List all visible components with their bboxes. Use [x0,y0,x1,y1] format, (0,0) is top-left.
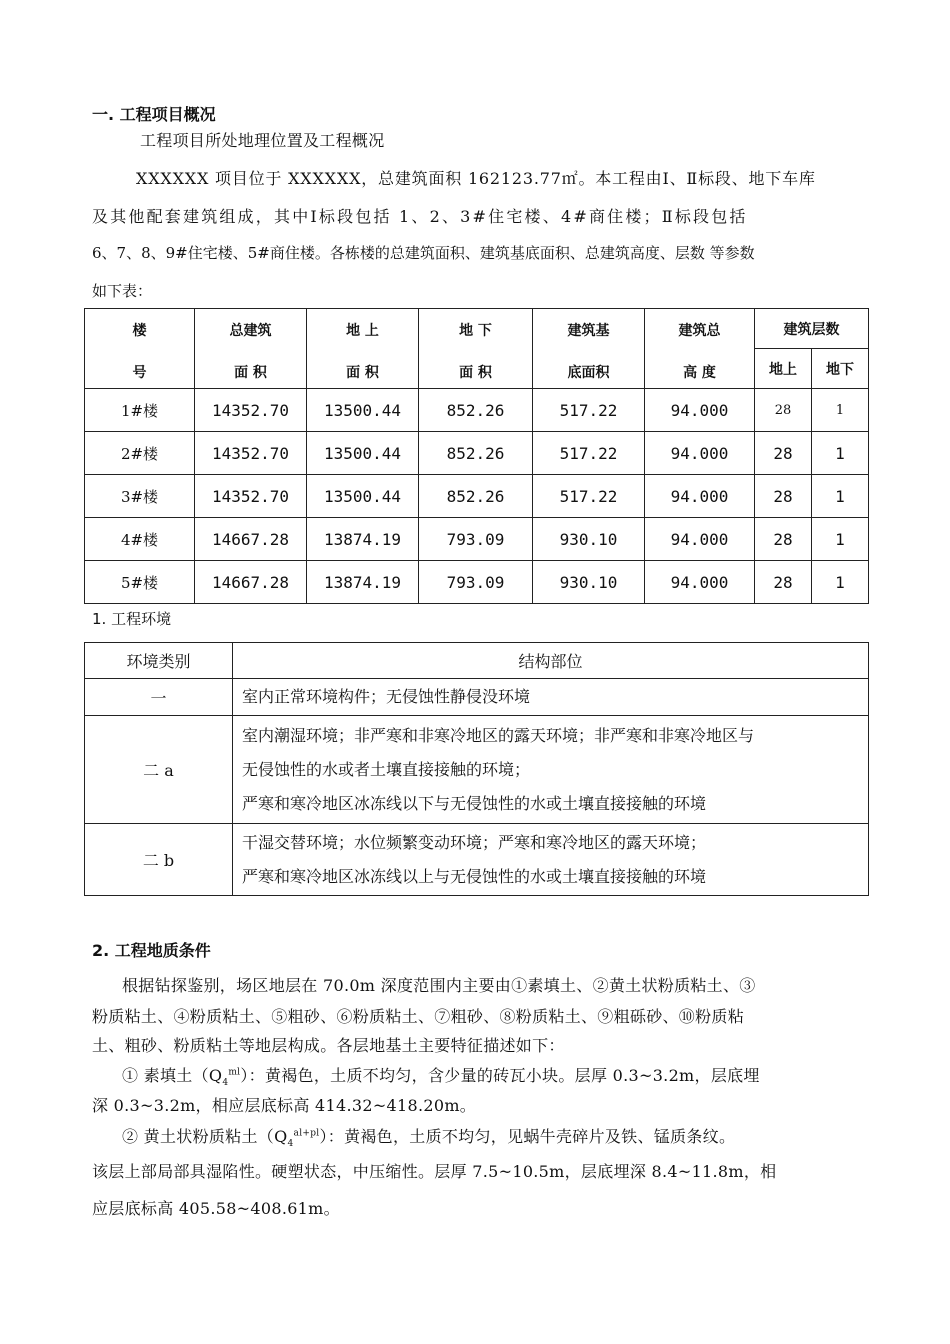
intro-line-3: 6、7、8、9#住宅楼、5#商住楼。各栋楼的总建筑面积、建筑基底面积、总建筑高度、层数 等参数 [92,244,755,262]
cell-building: 4#楼 [85,518,195,561]
table-row [85,475,869,518]
table-row [85,389,869,432]
header-below-area: 地 下 面 积 [419,309,533,389]
cell-above: 13500.44 [307,389,419,432]
table-row [85,432,869,475]
layer2-line-2: 该层上部局部具湿陷性。硬塑状态，中压缩性。层厚 7.5~10.5m，层底埋深 8.4~11.8m，相 [92,1162,777,1181]
header-floors: 建筑层数 [755,309,869,349]
section-heading-geology: 2. 工程地质条件 [92,941,211,960]
cell-description: 干湿交替环境；水位频繁变动环境；严寒和寒冷地区的露天环境； 严寒和寒冷地区冰冻线以上与无侵蚀性的水或土壤直接接触的环境 [233,824,869,896]
header-total-area: 总建筑 面 积 [195,309,307,389]
cell-height: 94.000 [645,389,755,432]
cell-category: 二 a [85,716,233,824]
cell-total: 14352.70 [195,475,307,518]
cell-above: 13500.44 [307,475,419,518]
cell-below: 852.26 [419,475,533,518]
cell-base: 517.22 [533,475,645,518]
section-heading-overview: 一. 工程项目概况 [92,105,216,124]
header-env-category: 环境类别 [85,643,233,679]
cell-above: 13874.19 [307,518,419,561]
environment-table [84,642,869,896]
cell-building: 2#楼 [85,432,195,475]
cell-floors-below: 1 [812,475,869,518]
cell-above: 13874.19 [307,561,419,604]
intro-line-2: 及其他配套建筑组成，其中Ⅰ标段包括 1、2、3#住宅楼、4#商住楼；Ⅱ标段包括 [92,207,748,226]
cell-total: 14667.28 [195,518,307,561]
header-building-no: 楼 号 [85,309,195,389]
cell-building: 1#楼 [85,389,195,432]
header-above-area: 地 上 面 积 [307,309,419,389]
intro-line-1: XXXXXX 项目位于 XXXXXX，总建筑面积 162123.77㎡。本工程由Ⅰ、Ⅱ标段、地下车库 [136,169,816,188]
cell-height: 94.000 [645,561,755,604]
cell-below: 793.09 [419,561,533,604]
cell-base: 517.22 [533,389,645,432]
cell-below: 852.26 [419,389,533,432]
cell-floors-below: 1 [812,432,869,475]
geo-line-1: 根据钻探鉴别，场区地层在 70.0m 深度范围内主要由①素填土、②黄土状粉质粘土、③ [122,976,756,995]
cell-description: 室内正常环境构件；无侵蚀性静侵没环境 [233,679,869,716]
cell-floors-above: 28 [755,432,812,475]
table-row [85,824,869,896]
layer1-line-1: ① 素填土$(Q_4^{ml})$：黄褐色，土质不均匀，含少量的砖瓦小块。层厚 0.3~3.2m，层底埋 [122,1066,760,1089]
geo-line-2: 粉质粘土、④粉质粘土、⑤粗砂、⑥粉质粘土、⑦粗砂、⑧粉质粘土、⑨粗砾砂、⑩粉质粘 [92,1007,745,1026]
cell-building: 5#楼 [85,561,195,604]
layer1-line-2: 深 0.3~3.2m，相应层底标高 414.32~418.20m。 [92,1096,477,1115]
cell-total: 14352.70 [195,432,307,475]
cell-base: 517.22 [533,432,645,475]
cell-total: 14352.70 [195,389,307,432]
cell-height: 94.000 [645,475,755,518]
table-row [85,716,869,824]
layer2-line-1: ② 黄土状粉质粘土$(Q_4^{al+pl})$：黄褐色，土质不均匀，见蜗牛壳碎片及铁、锰质条纹。 [122,1127,736,1150]
cell-floors-above: 28 [755,475,812,518]
header-floors-below: 地下 [812,349,869,389]
cell-floors-below: 1 [812,561,869,604]
header-height: 建筑总 高 度 [645,309,755,389]
cell-floors-above: 28 [755,561,812,604]
cell-below: 793.09 [419,518,533,561]
table-row [85,679,869,716]
table-row [85,561,869,604]
cell-base: 930.10 [533,561,645,604]
header-structure-part: 结构部位 [233,643,869,679]
cell-building: 3#楼 [85,475,195,518]
header-base-area: 建筑基 底面积 [533,309,645,389]
cell-total: 14667.28 [195,561,307,604]
cell-category: 二 b [85,824,233,896]
geo-line-3: 土、粗砂、粉质粘土等地层构成。各层地基土主要特征描述如下： [92,1036,565,1055]
cell-floors-above: 28 [755,389,812,432]
cell-floors-above: 28 [755,518,812,561]
intro-line-4: 如下表： [92,282,153,300]
section-label-environment: 1. 工程环境 [92,610,172,628]
cell-floors-below: 1 [812,518,869,561]
cell-base: 930.10 [533,518,645,561]
layer2-line-3: 应层底标高 405.58~408.61m。 [92,1199,340,1218]
cell-below: 852.26 [419,432,533,475]
subheading-location: 工程项目所处地理位置及工程概况 [140,131,385,150]
cell-floors-below: 1 [812,389,869,432]
header-floors-above: 地上 [755,349,812,389]
cell-height: 94.000 [645,432,755,475]
cell-above: 13500.44 [307,432,419,475]
cell-description: 室内潮湿环境；非严寒和非寒冷地区的露天环境；非严寒和非寒冷地区与 无侵蚀性的水或者土壤直接接触的环境； 严寒和寒冷地区冰冻线以下与无侵蚀性的水或土壤直接接触的环境 [233,716,869,824]
cell-category: 一 [85,679,233,716]
building-parameters-table [84,308,869,604]
cell-height: 94.000 [645,518,755,561]
table-row [85,518,869,561]
